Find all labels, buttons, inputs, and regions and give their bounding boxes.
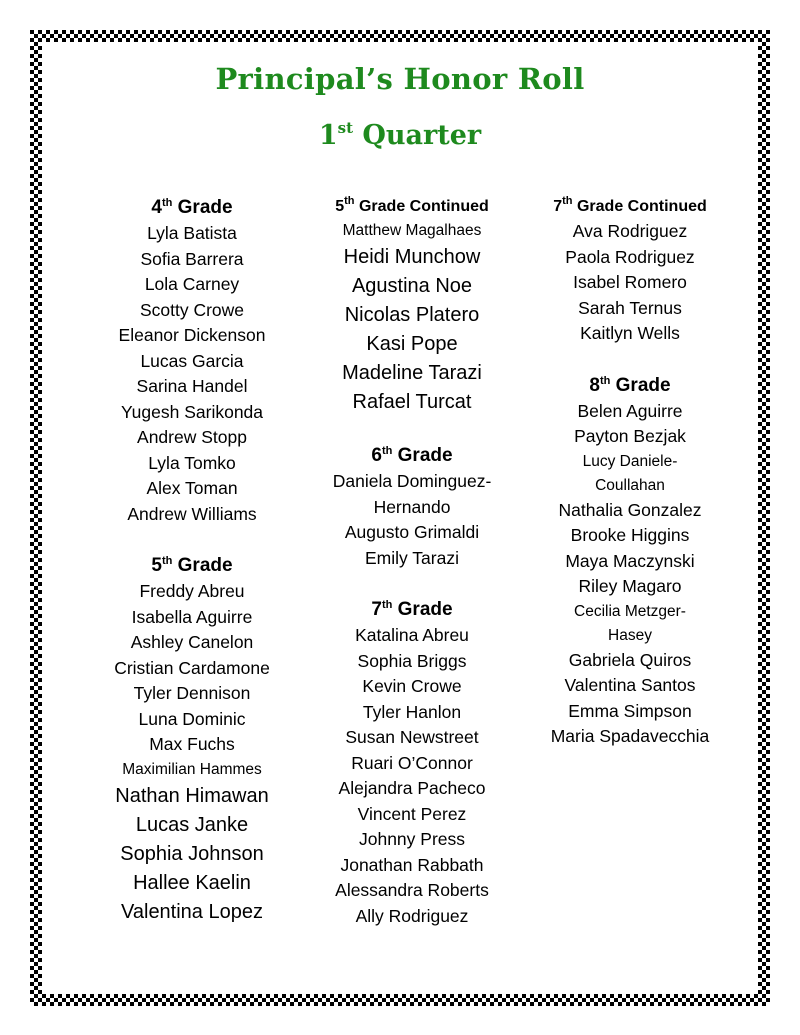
page-subtitle bbox=[42, 120, 758, 151]
list-item: Heidi Munchow bbox=[343, 246, 481, 268]
list-item: Gabriela Quiros bbox=[568, 649, 692, 670]
list-item: Scotty Crowe bbox=[139, 299, 245, 320]
list-item: Luna Dominic bbox=[138, 708, 246, 729]
list-item: Yugesh Sarikonda bbox=[120, 401, 264, 422]
grade-heading-6: 6th Grade bbox=[371, 445, 453, 466]
list-item: Ally Rodriguez bbox=[355, 905, 469, 926]
column-1 bbox=[87, 195, 297, 927]
list-item: Sophia Briggs bbox=[357, 650, 467, 671]
list-item: Valentina Santos bbox=[564, 675, 696, 695]
list-item: Ashley Canelon bbox=[130, 632, 254, 652]
list-item: Max Fuchs bbox=[149, 734, 235, 754]
list-item: Maria Spadavecchia bbox=[550, 726, 710, 746]
list-item: Daniela Dominguez- bbox=[332, 471, 492, 491]
list-item: Hasey bbox=[608, 626, 652, 644]
list-item: Kaitlyn Wells bbox=[580, 323, 680, 343]
list-item: Nicolas Platero bbox=[344, 304, 480, 326]
list-item: Alessandra Roberts bbox=[335, 880, 489, 900]
list-item: Cristian Cardamone bbox=[114, 657, 270, 678]
list-item: Agustina Noe bbox=[351, 275, 473, 297]
list-item: Hallee Kaelin bbox=[133, 871, 251, 894]
list-item: Tyler Dennison bbox=[133, 683, 251, 703]
grade-heading-7: 7th Grade bbox=[371, 599, 453, 620]
list-item: Matthew Magalhaes bbox=[342, 222, 482, 239]
list-item: Susan Newstreet bbox=[345, 727, 479, 747]
list-item: Paola Rodriguez bbox=[565, 246, 695, 267]
grade-heading-8: 8th Grade bbox=[589, 374, 671, 396]
list-item: Hernando bbox=[373, 496, 451, 517]
grade-heading-7-continued: 7th Grade Continued bbox=[553, 195, 707, 215]
quarter-number: 1 bbox=[318, 120, 338, 151]
list-item: Maya Maczynski bbox=[565, 550, 695, 571]
list-item: Ava Rodriguez bbox=[572, 221, 688, 241]
list-item: Eleanor Dickenson bbox=[118, 325, 266, 345]
list-item: Nathan Himawan bbox=[115, 784, 269, 807]
grade-heading-5: 5th Grade bbox=[151, 555, 233, 576]
list-item: Brooke Higgins bbox=[570, 525, 690, 545]
list-item: Sophia Johnson bbox=[120, 842, 264, 865]
list-item: Isabel Romero bbox=[573, 272, 687, 292]
list-item: Madeline Tarazi bbox=[342, 362, 482, 384]
list-item: Nathalia Gonzalez bbox=[558, 499, 702, 520]
list-item: Sarina Handel bbox=[136, 376, 248, 396]
list-item: Sarah Ternus bbox=[578, 297, 682, 318]
list-item: Kasi Pope bbox=[366, 333, 458, 355]
list-item: Johnny Press bbox=[358, 829, 466, 849]
quarter-suffix: st bbox=[337, 119, 353, 137]
grade-heading-5-continued: 5th Grade Continued bbox=[335, 195, 489, 215]
list-item: Lyla Tomko bbox=[148, 452, 236, 473]
list-item: Augusto Grimaldi bbox=[344, 522, 480, 542]
list-item: Cecilia Metzger- bbox=[574, 602, 686, 620]
list-item: Lola Carney bbox=[144, 274, 240, 294]
list-item: Rafael Turcat bbox=[352, 391, 472, 413]
list-item: Freddy Abreu bbox=[139, 581, 245, 601]
grade-heading-4: 4th Grade bbox=[151, 197, 233, 218]
list-item: Katalina Abreu bbox=[355, 625, 469, 645]
list-item: Belen Aguirre bbox=[577, 400, 683, 421]
list-item: Payton Bezjak bbox=[574, 426, 686, 446]
list-item: Coullahan bbox=[595, 476, 665, 494]
list-item: Alex Toman bbox=[146, 478, 238, 498]
list-item: Isabella Aguirre bbox=[131, 606, 253, 627]
list-item: Maximilian Hammes bbox=[122, 760, 262, 778]
list-item: Sofia Barrera bbox=[140, 248, 244, 269]
list-item: Tyler Hanlon bbox=[362, 701, 462, 722]
list-item: Riley Magaro bbox=[578, 576, 682, 596]
list-item: Lucas Garcia bbox=[140, 350, 244, 371]
list-item: Ruari O’Connor bbox=[351, 752, 473, 773]
list-item: Emma Simpson bbox=[568, 700, 692, 721]
checkered-border bbox=[30, 30, 770, 1006]
list-item: Andrew Williams bbox=[127, 503, 257, 524]
list-item: Lyla Batista bbox=[147, 223, 237, 243]
quarter-word: Quarter bbox=[362, 120, 482, 151]
list-item: Lucas Janke bbox=[135, 813, 249, 836]
list-item: Kevin Crowe bbox=[362, 676, 462, 696]
list-item: Valentina Lopez bbox=[121, 900, 263, 923]
list-item: Jonathan Rabbath bbox=[340, 854, 484, 875]
column-3 bbox=[520, 195, 740, 750]
page-title: Principal’s Honor Roll bbox=[215, 62, 585, 96]
column-2 bbox=[312, 195, 512, 929]
list-item: Emily Tarazi bbox=[364, 547, 459, 568]
list-item: Andrew Stopp bbox=[137, 427, 247, 447]
list-item: Lucy Daniele- bbox=[582, 452, 678, 470]
list-item: Alejandra Pacheco bbox=[338, 778, 486, 798]
list-item: Vincent Perez bbox=[357, 803, 467, 824]
page-content bbox=[42, 42, 758, 994]
